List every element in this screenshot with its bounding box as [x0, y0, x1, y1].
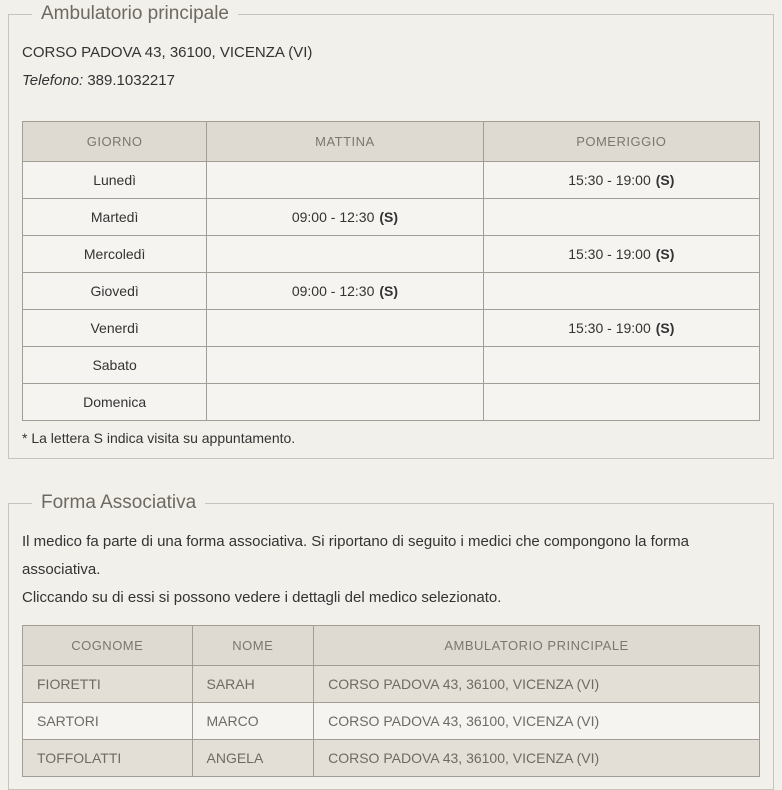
- appointment-flag: (S): [655, 171, 675, 188]
- address-line: CORSO PADOVA 43, 36100, VICENZA (VI): [22, 43, 313, 61]
- day-cell: Martedì: [23, 198, 207, 235]
- pomeriggio-cell: [483, 161, 759, 198]
- nome-cell: MARCO: [192, 702, 314, 739]
- doctors-header-nome: NOME: [192, 625, 314, 665]
- description-line-1: Il medico fa parte di una forma associativa. Si riportano di seguito i medici che compongono la forma associativa.: [22, 532, 690, 578]
- time-range: 15:30 - 19:00: [568, 319, 651, 336]
- schedule-header-mattina: MATTINA: [207, 121, 483, 161]
- nome-cell: ANGELA: [192, 739, 314, 776]
- mattina-cell: [207, 309, 483, 346]
- schedule-row-sabato: [23, 346, 760, 383]
- schedule-row-mercoledi: [23, 235, 760, 272]
- phone-line: [22, 67, 760, 95]
- ambulatorio-section-title: Ambulatorio principale: [41, 3, 229, 24]
- ambulatorio-cell: CORSO PADOVA 43, 36100, VICENZA (VI): [314, 702, 760, 739]
- schedule-header-giorno: GIORNO: [23, 121, 207, 161]
- pomeriggio-cell: [483, 309, 759, 346]
- schedule-row-venerdi: [23, 309, 760, 346]
- mattina-cell: [207, 161, 483, 198]
- mattina-cell: [207, 272, 483, 309]
- pomeriggio-cell: [483, 346, 759, 383]
- forma-associativa-section-title: Forma Associativa: [41, 491, 197, 513]
- mattina-cell: [207, 383, 483, 420]
- nome-cell: SARAH: [192, 665, 314, 702]
- doctors-header-row: [23, 625, 760, 665]
- forma-associativa-description: [22, 528, 760, 612]
- pomeriggio-cell: [483, 272, 759, 309]
- appointment-flag: (S): [655, 245, 675, 262]
- phone-label: Telefono:: [22, 71, 84, 89]
- schedule-header-row: [23, 121, 760, 161]
- pomeriggio-cell: [483, 383, 759, 420]
- ambulatorio-cell: CORSO PADOVA 43, 36100, VICENZA (VI): [314, 739, 760, 776]
- forma-associativa-section: [8, 493, 774, 790]
- day-cell: Venerdì: [23, 309, 207, 346]
- schedule-row-lunedi: [23, 161, 760, 198]
- time-range: 15:30 - 19:00: [568, 245, 651, 262]
- mattina-cell: [207, 346, 483, 383]
- day-cell: Lunedì: [23, 161, 207, 198]
- cognome-cell: SARTORI: [23, 702, 193, 739]
- cognome-cell: FIORETTI: [23, 665, 193, 702]
- schedule-row-domenica: [23, 383, 760, 420]
- doctor-row-toffolatti[interactable]: [23, 739, 760, 776]
- mattina-cell: [207, 235, 483, 272]
- ambulatorio-section: [8, 4, 774, 459]
- doctor-row-sartori[interactable]: [23, 702, 760, 739]
- cognome-cell: TOFFOLATTI: [23, 739, 193, 776]
- ambulatorio-cell: CORSO PADOVA 43, 36100, VICENZA (VI): [314, 665, 760, 702]
- doctors-table: [22, 625, 760, 777]
- schedule-header-pomeriggio: POMERIGGIO: [483, 121, 759, 161]
- phone-number: 389.1032217: [87, 71, 175, 89]
- appointment-flag: (S): [655, 319, 675, 336]
- schedule-table: [22, 121, 760, 421]
- appointment-flag: (S): [379, 208, 399, 225]
- day-cell: Giovedì: [23, 272, 207, 309]
- doctors-header-ambulatorio: AMBULATORIO PRINCIPALE: [314, 625, 760, 665]
- pomeriggio-cell: [483, 198, 759, 235]
- day-cell: Domenica: [23, 383, 207, 420]
- day-cell: Mercoledì: [23, 235, 207, 272]
- appointment-flag: (S): [379, 282, 399, 299]
- time-range: 15:30 - 19:00: [568, 171, 651, 188]
- description-line-2: Cliccando su di essi si possono vedere i dettagli del medico selezionato.: [22, 588, 502, 606]
- schedule-row-giovedi: [23, 272, 760, 309]
- schedule-footnote: * La lettera S indica visita su appuntamento.: [22, 429, 296, 446]
- schedule-row-martedi: [23, 198, 760, 235]
- time-range: 09:00 - 12:30: [291, 208, 375, 225]
- doctor-row-fioretti[interactable]: [23, 665, 760, 702]
- day-cell: Sabato: [23, 346, 207, 383]
- doctors-header-cognome: COGNOME: [23, 625, 193, 665]
- pomeriggio-cell: [483, 235, 759, 272]
- mattina-cell: [207, 198, 483, 235]
- time-range: 09:00 - 12:30: [291, 282, 375, 299]
